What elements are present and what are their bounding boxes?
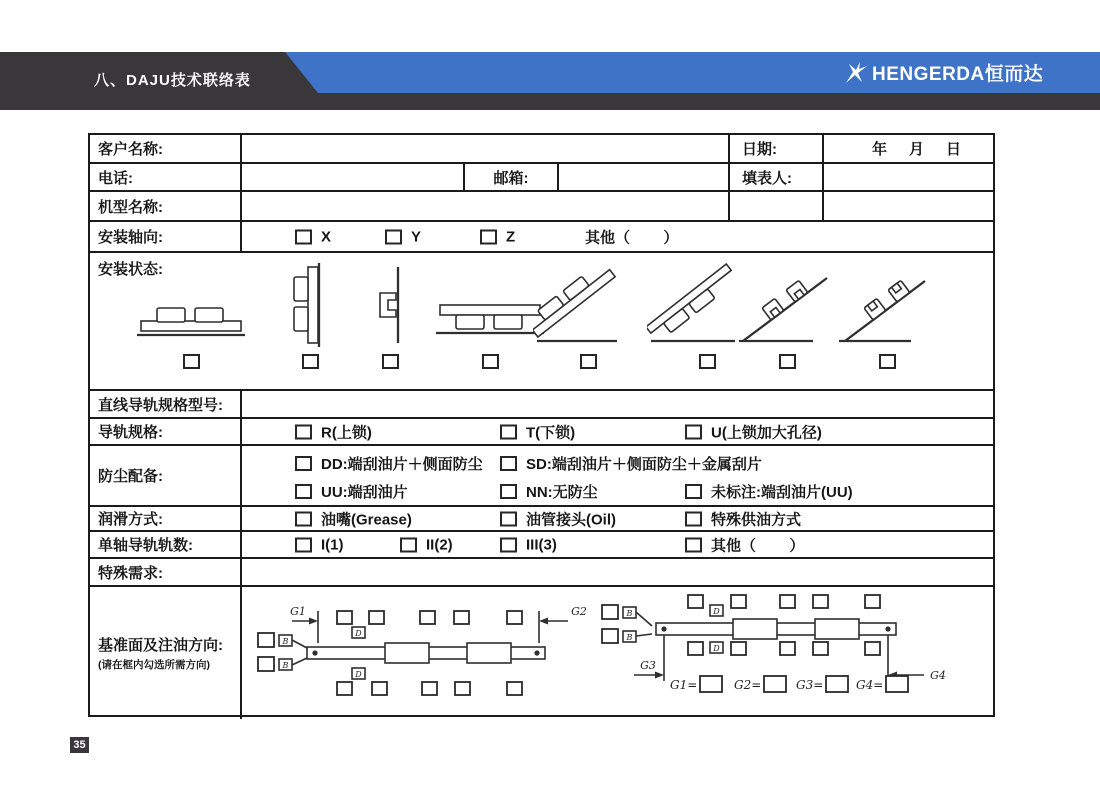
checkbox-axis-z[interactable]: [480, 229, 497, 244]
rail-count-option-2: [400, 536, 453, 553]
row-axis: [90, 222, 993, 253]
rail-spec-t-label: T(下锁): [526, 424, 576, 441]
checkbox-spec-t[interactable]: [500, 424, 517, 439]
datum-checkbox[interactable]: [813, 595, 828, 608]
dust-option-sd: [500, 453, 762, 474]
state-label: 安装状态:: [98, 261, 163, 278]
brand-text: HENGERDA恒而达: [872, 64, 1044, 85]
b-mark: B: [282, 637, 289, 646]
page-number-badge: [70, 737, 89, 753]
dust-uu-label: UU:端刮油片: [321, 484, 408, 501]
mount-vertical-wall: [285, 261, 335, 369]
mount-incline-side-a: [737, 261, 837, 369]
special-label: 特殊需求:: [98, 564, 163, 582]
mount-incline-side-a-diagram: [737, 261, 837, 349]
rail-model-label: 直线导轨规格型号:: [98, 396, 223, 414]
section-title: 八、DAJU技术联络表: [94, 72, 251, 89]
b-mark: B: [626, 609, 633, 618]
dust-label: 防尘配备:: [98, 468, 163, 485]
brand-logo: [843, 59, 1043, 86]
d-mark: D: [355, 629, 362, 638]
checkbox-count-other[interactable]: [685, 537, 702, 552]
rail-count-1-label: I(1): [321, 536, 344, 553]
axis-option-x: [295, 228, 331, 245]
axis-other-label: 其他（ ）: [585, 229, 679, 246]
dust-unmarked-label: 未标注:端刮油片(UU): [711, 484, 853, 501]
special-value-cell: [240, 559, 993, 585]
customer-value-cell: [240, 135, 728, 162]
axis-option-z: [480, 228, 515, 245]
b-mark: B: [282, 661, 289, 670]
datum-checkbox[interactable]: [688, 595, 703, 608]
datum-checkbox[interactable]: [455, 682, 470, 695]
row-special: [90, 559, 993, 587]
customer-label: 客户名称:: [98, 141, 163, 158]
lube-label: 润滑方式:: [98, 511, 163, 528]
datum-checkbox[interactable]: [780, 595, 795, 608]
datum-checkbox[interactable]: [731, 595, 746, 608]
mount-horizontal-bottom-diagram: [430, 261, 550, 349]
technical-contact-form: [88, 133, 995, 717]
datum-label: 基准面及注油方向:: [98, 637, 223, 654]
checkbox-spec-u[interactable]: [685, 424, 702, 439]
brand-bird-icon: [843, 60, 869, 86]
datum-checkbox[interactable]: [372, 682, 387, 695]
checkbox-lube-grease[interactable]: [295, 511, 312, 526]
checkbox-mount-1[interactable]: [183, 354, 200, 369]
checkbox-dust-sd[interactable]: [500, 456, 517, 471]
mount-incline-top: [533, 261, 643, 369]
datum-sublabel: (请在框内勾选所需方向): [98, 659, 210, 671]
row-rail-model: [90, 391, 993, 419]
checkbox-mount-2[interactable]: [302, 354, 319, 369]
row-model: [90, 192, 993, 222]
axis-option-y-label: Y: [411, 228, 422, 245]
datum-diagram-g1-g2: [252, 603, 597, 703]
checkbox-mount-3[interactable]: [382, 354, 399, 369]
datum-checkbox[interactable]: [507, 682, 522, 695]
rail-spec-options-cell: [240, 419, 993, 444]
checkbox-dust-dd[interactable]: [295, 456, 312, 471]
filler-label: 填表人:: [728, 164, 822, 190]
row-customer: [90, 135, 993, 164]
lube-option-grease: [295, 508, 412, 529]
datum-diagram-cell: [240, 587, 993, 719]
checkbox-mount-6[interactable]: [699, 354, 716, 369]
dust-nn-label: NN:无防尘: [526, 484, 598, 501]
row-rail-count: [90, 532, 993, 559]
mount-vertical-wall-diagram: [285, 261, 335, 349]
header-bar: [0, 52, 1100, 110]
row-datum: [90, 587, 993, 719]
datum-checkbox[interactable]: [507, 611, 522, 624]
datum-checkbox[interactable]: [420, 611, 435, 624]
date-value-cell: [822, 135, 993, 162]
datum-checkbox[interactable]: [688, 642, 703, 655]
rail-count-option-1: [295, 536, 344, 553]
checkbox-dust-uu[interactable]: [295, 484, 312, 499]
datum-checkbox[interactable]: [454, 611, 469, 624]
model-extra-cell-1: [728, 192, 822, 220]
g2-value-label: G2=: [734, 678, 762, 692]
lube-option-oil: [500, 508, 616, 529]
rail-count-options-cell: [240, 532, 993, 557]
axis-label: 安装轴向:: [98, 229, 163, 246]
rail-spec-option-u: [685, 421, 822, 442]
checkbox-spec-r[interactable]: [295, 424, 312, 439]
g3-value-label: G3=: [796, 678, 824, 692]
checkbox-axis-x[interactable]: [295, 229, 312, 244]
datum-checkbox[interactable]: [258, 633, 274, 647]
datum-checkbox[interactable]: [337, 682, 352, 695]
axis-option-y: [385, 228, 421, 245]
rail-count-option-3: [500, 536, 557, 553]
model-value-cell: [240, 192, 728, 220]
date-day: 日: [945, 141, 961, 158]
checkbox-count-3[interactable]: [500, 537, 517, 552]
g4-mark: G4: [930, 669, 946, 682]
date-year: 年: [871, 141, 887, 158]
email-value-cell: [557, 164, 728, 190]
date-month: 月: [908, 141, 924, 158]
row-phone: [90, 164, 993, 192]
datum-checkbox[interactable]: [865, 642, 880, 655]
d-mark: D: [713, 607, 720, 616]
rail-spec-option-r: [295, 421, 372, 442]
rail-count-3-label: III(3): [526, 536, 557, 553]
row-dust: [90, 446, 993, 507]
checkbox-mount-4[interactable]: [482, 354, 499, 369]
page-number: 35: [73, 739, 86, 751]
g1-value-label: G1=: [670, 678, 698, 692]
g4-value-checkbox[interactable]: [886, 676, 908, 692]
checkbox-mount-7[interactable]: [779, 354, 796, 369]
mount-horizontal-top: [131, 261, 251, 369]
datum-diagram-g3-g4: [598, 593, 983, 705]
datum-checkbox[interactable]: [813, 642, 828, 655]
datum-checkbox[interactable]: [422, 682, 437, 695]
axis-options-cell: [240, 222, 993, 251]
lube-oil-label: 油管接头(Oil): [526, 511, 616, 528]
phone-label: 电话:: [98, 169, 133, 187]
row-lube: [90, 507, 993, 532]
checkbox-count-1[interactable]: [295, 537, 312, 552]
g2-mark: G2: [571, 605, 587, 618]
mounting-state-cell: [90, 253, 993, 389]
datum-checkbox[interactable]: [258, 657, 274, 671]
mount-incline-top-diagram: [533, 261, 643, 349]
datum-checkbox[interactable]: [731, 642, 746, 655]
email-label: 邮箱:: [463, 164, 557, 190]
datum-checkbox[interactable]: [602, 629, 618, 643]
checkbox-lube-oil[interactable]: [500, 511, 517, 526]
lube-special-label: 特殊供油方式: [711, 511, 802, 528]
datum-checkbox[interactable]: [337, 611, 352, 624]
mount-side-diagram: [368, 261, 412, 349]
axis-option-z-label: Z: [506, 228, 516, 245]
datum-checkbox[interactable]: [780, 642, 795, 655]
checkbox-mount-5[interactable]: [580, 354, 597, 369]
dust-option-nn: [500, 481, 598, 502]
datum-checkbox[interactable]: [865, 595, 880, 608]
checkbox-dust-nn[interactable]: [500, 484, 517, 499]
mount-incline-side-b: [837, 261, 937, 369]
rail-model-value-cell: [240, 391, 993, 417]
phone-value-cell: [240, 164, 463, 190]
lube-option-special: [685, 508, 801, 529]
mount-incline-side-b-diagram: [837, 261, 937, 349]
lube-options-cell: [240, 507, 993, 530]
checkbox-mount-8[interactable]: [879, 354, 896, 369]
dust-options-cell: [240, 446, 993, 505]
model-label: 机型名称:: [98, 198, 163, 216]
g1-mark: G1: [290, 605, 306, 618]
rail-spec-r-label: R(上锁): [321, 424, 372, 441]
rail-spec-option-t: [500, 421, 575, 442]
mount-side: [368, 261, 412, 369]
dust-option-dd: [295, 453, 483, 474]
dust-option-unmarked: [685, 481, 853, 502]
checkbox-dust-unmarked[interactable]: [685, 484, 702, 499]
checkbox-lube-special[interactable]: [685, 511, 702, 526]
datum-label-cell: [90, 587, 240, 719]
dust-sd-label: SD:端刮油片＋侧面防尘＋金属刮片: [526, 456, 762, 473]
row-mounting-state: [90, 253, 993, 391]
axis-option-x-label: X: [321, 228, 332, 245]
filler-value-cell: [822, 164, 993, 190]
g3-value-checkbox[interactable]: [826, 676, 848, 692]
mount-horizontal-bottom: [430, 261, 550, 369]
row-rail-spec: [90, 419, 993, 446]
g1-value-checkbox[interactable]: [700, 676, 722, 692]
mount-horizontal-top-diagram: [131, 261, 251, 349]
checkbox-axis-y[interactable]: [385, 229, 402, 244]
rail-count-label: 单轴导轨轨数:: [98, 537, 193, 554]
datum-checkbox[interactable]: [369, 611, 384, 624]
d-mark: D: [355, 670, 362, 679]
model-extra-cell-2: [822, 192, 993, 220]
g4-value-label: G4=: [856, 678, 884, 692]
rail-spec-label: 导轨规格:: [98, 424, 163, 441]
checkbox-count-2[interactable]: [400, 537, 417, 552]
d-mark: D: [713, 644, 720, 653]
lube-grease-label: 油嘴(Grease): [321, 511, 412, 528]
b-mark: B: [626, 633, 633, 642]
rail-spec-u-label: U(上锁加大孔径): [711, 424, 822, 441]
date-label: 日期:: [728, 135, 822, 162]
rail-count-other-label: 其他（ ）: [711, 537, 805, 554]
g3-mark: G3: [640, 659, 656, 672]
rail-count-option-other: [685, 534, 804, 555]
g2-value-checkbox[interactable]: [764, 676, 786, 692]
axis-option-other: [585, 226, 678, 247]
dust-option-uu: [295, 481, 408, 502]
dust-dd-label: DD:端刮油片＋侧面防尘: [321, 456, 483, 473]
rail-count-2-label: II(2): [426, 536, 453, 553]
datum-checkbox[interactable]: [602, 605, 618, 619]
